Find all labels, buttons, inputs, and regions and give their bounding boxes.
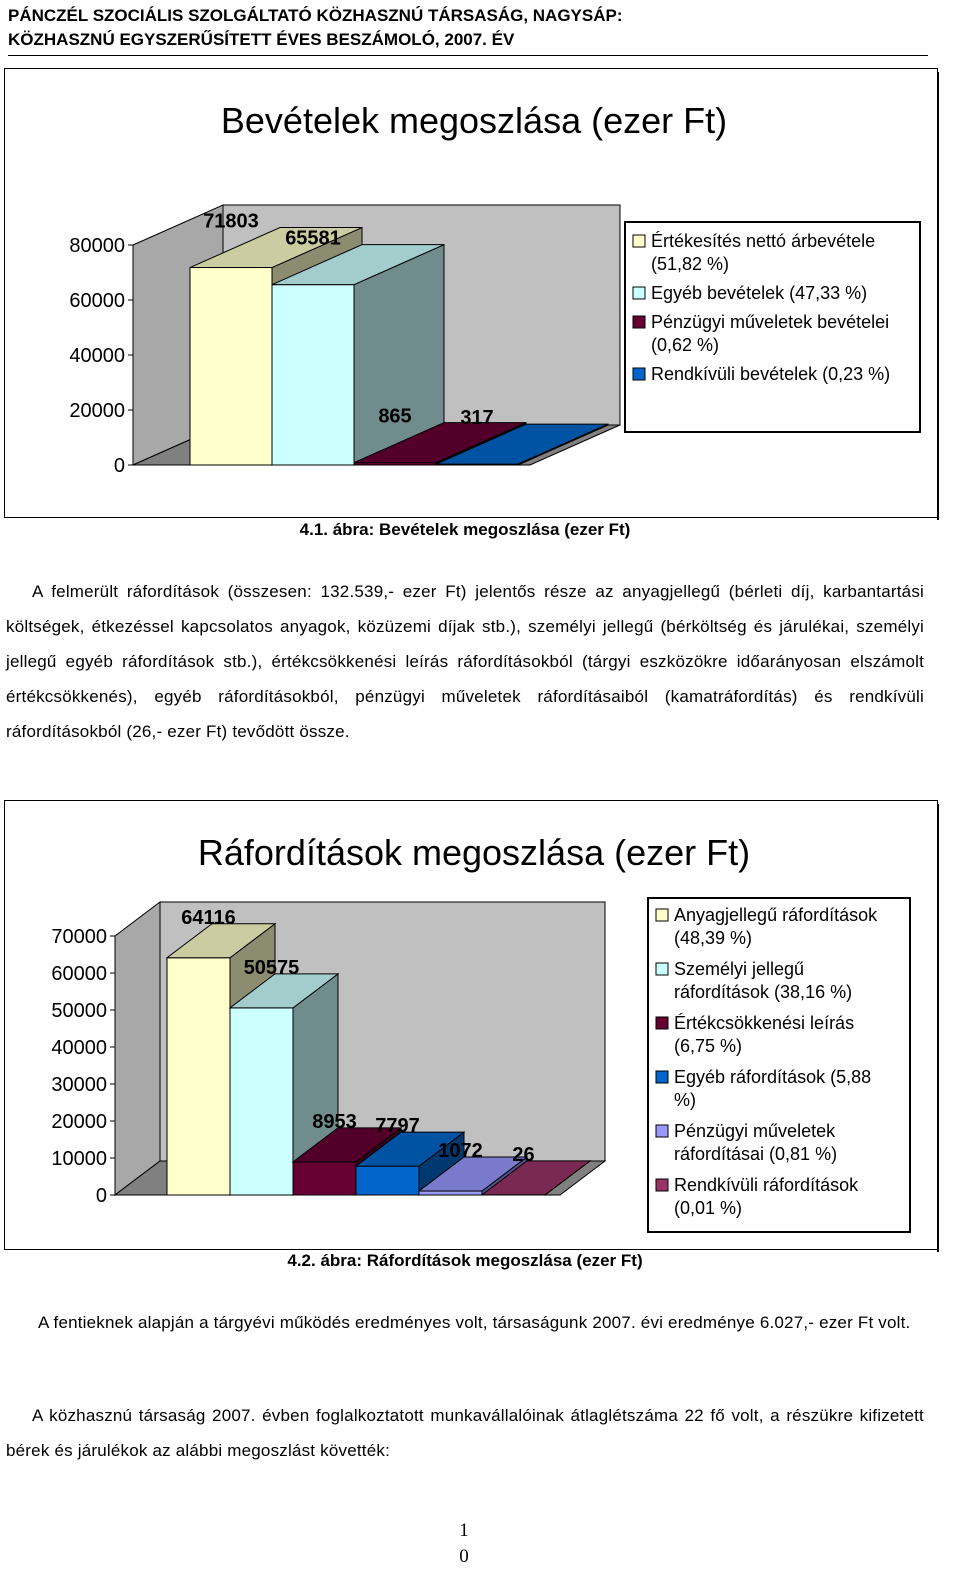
paragraph-employees: A közhasznú társaság 2007. évben foglalkoztatott munkavállalóinak átlaglétszáma 22 fő volt, a részükre kifizetett bérek és járulékok az alábbi megoszlást követték: — [6, 1406, 924, 1460]
bar — [419, 1191, 482, 1195]
legend-label: Rendkívüli ráfordítások — [674, 1175, 859, 1195]
legend-label: ráfordítások (38,16 %) — [674, 982, 853, 1002]
chart2-caption: 4.2. ábra: Ráfordítások megoszlása (ezer Ft) — [287, 1251, 643, 1270]
legend-swatch — [656, 1125, 668, 1137]
legend-label: (51,82 %) — [651, 254, 730, 274]
data-label: 71803 — [203, 210, 259, 233]
legend-swatch — [633, 235, 645, 247]
legend-swatch — [656, 963, 668, 975]
data-label: 26 — [512, 1143, 535, 1166]
legend-label: (48,39 %) — [674, 928, 753, 948]
data-label: 8953 — [312, 1110, 357, 1133]
chart1-title: Bevételek megoszlása (ezer Ft) — [220, 100, 728, 141]
bar — [230, 1008, 293, 1195]
paragraph-result: A fentieknek alapján a tárgyévi működés eredményes volt, társaságunk 2007. évi eredménye 6.027,- ezer Ft volt. — [38, 1313, 911, 1332]
legend-swatch — [656, 1071, 668, 1083]
data-label: 865 — [378, 405, 412, 428]
legend-label: Értékcsökkenési leírás — [674, 1013, 855, 1033]
data-label: 1072 — [438, 1140, 483, 1163]
page-number — [454, 1518, 474, 1570]
chart-side-wall — [115, 902, 160, 1195]
legend-swatch — [656, 1179, 668, 1191]
paragraph-expenses: A felmerült ráfordítások (összesen: 132.539,- ezer Ft) jelentős része az anyagjellegű (bérleti díj, karbantartási költségek, étkezéssel kapcsolatos anyagok, közüzemi díjak stb.), személyi jellegű (bérköltség és járulékai, személyi jellegű egyéb ráfordítások stb.), értékcsökkenési leírás ráfordításokból (tárgyi eszközökre időarányosan elszámolt értékcsökkenés), egyéb ráfordításokból, pénzügyi műveletek ráfordításaiból (kamatráfordítás) és rendkívüli ráfordításokból (26,- ezer Ft) tevődött össze. — [6, 582, 924, 741]
header-line-2: KÖZHASZNÚ EGYSZERŰSÍTETT ÉVES BESZÁMOLÓ, 2007. ÉV — [8, 30, 515, 49]
bar — [272, 285, 354, 465]
legend-label: Pénzügyi műveletek bevételei — [651, 312, 890, 332]
legend-label: Anyagjellegű ráfordítások — [674, 905, 878, 925]
legend-label: ráfordításai (0,81 %) — [674, 1144, 838, 1164]
header-line-1: PÁNCZÉL SZOCIÁLIS SZOLGÁLTATÓ KÖZHASZNÚ TÁRSASÁG, NAGYSÁP: — [8, 6, 623, 25]
chart2-plot — [0, 880, 940, 1240]
legend-label: Egyéb bevételek (47,33 %) — [651, 283, 868, 303]
legend-label: Egyéb ráfordítások (5,88 — [674, 1067, 872, 1087]
y-tick-label: 80000 — [69, 235, 125, 257]
page-number-line-2: 0 — [459, 1546, 469, 1567]
y-tick-label: 30000 — [51, 1074, 107, 1096]
legend-label: (0,62 %) — [651, 335, 720, 355]
legend-swatch — [633, 316, 645, 328]
data-label: 317 — [460, 407, 494, 430]
chart1-caption: 4.1. ábra: Bevételek megoszlása (ezer Ft) — [299, 520, 631, 539]
y-tick-label: 40000 — [69, 345, 125, 367]
legend-label: Személyi jellegű — [674, 959, 805, 979]
data-label: 7797 — [375, 1115, 420, 1138]
y-tick-label: 50000 — [51, 1000, 107, 1022]
legend-label: %) — [674, 1090, 696, 1110]
legend-swatch — [656, 1017, 668, 1029]
legend-label: Pénzügyi műveletek — [674, 1121, 836, 1141]
bar — [356, 1166, 419, 1195]
bar — [293, 1162, 356, 1195]
header-rule — [8, 55, 928, 56]
y-tick-label: 60000 — [69, 290, 125, 312]
document-header — [8, 4, 928, 52]
y-tick-label: 0 — [113, 455, 125, 477]
y-tick-label: 40000 — [51, 1037, 107, 1059]
y-tick-label: 20000 — [69, 400, 125, 422]
y-tick-label: 10000 — [51, 1148, 107, 1170]
y-tick-label: 60000 — [51, 963, 107, 985]
data-label: 64116 — [181, 906, 236, 929]
chart1-plot — [0, 160, 940, 580]
legend-label: Értékesítés nettó árbevétele — [651, 231, 876, 251]
legend-label: Rendkívüli bevételek (0,23 %) — [651, 364, 891, 384]
bar — [190, 268, 272, 465]
bar — [167, 958, 230, 1195]
page-number-line-1: 1 — [459, 1520, 469, 1541]
y-tick-label: 70000 — [51, 926, 107, 948]
legend-label: (6,75 %) — [674, 1036, 743, 1056]
legend-swatch — [656, 909, 668, 921]
legend-swatch — [633, 287, 645, 299]
legend-label: (0,01 %) — [674, 1198, 743, 1218]
data-label: 65581 — [285, 227, 341, 250]
chart2-title: Ráfordítások megoszlása (ezer Ft) — [197, 832, 751, 873]
y-tick-label: 20000 — [51, 1111, 107, 1133]
data-label: 50575 — [243, 956, 300, 979]
legend-swatch — [633, 368, 645, 380]
y-tick-label: 0 — [95, 1185, 107, 1207]
